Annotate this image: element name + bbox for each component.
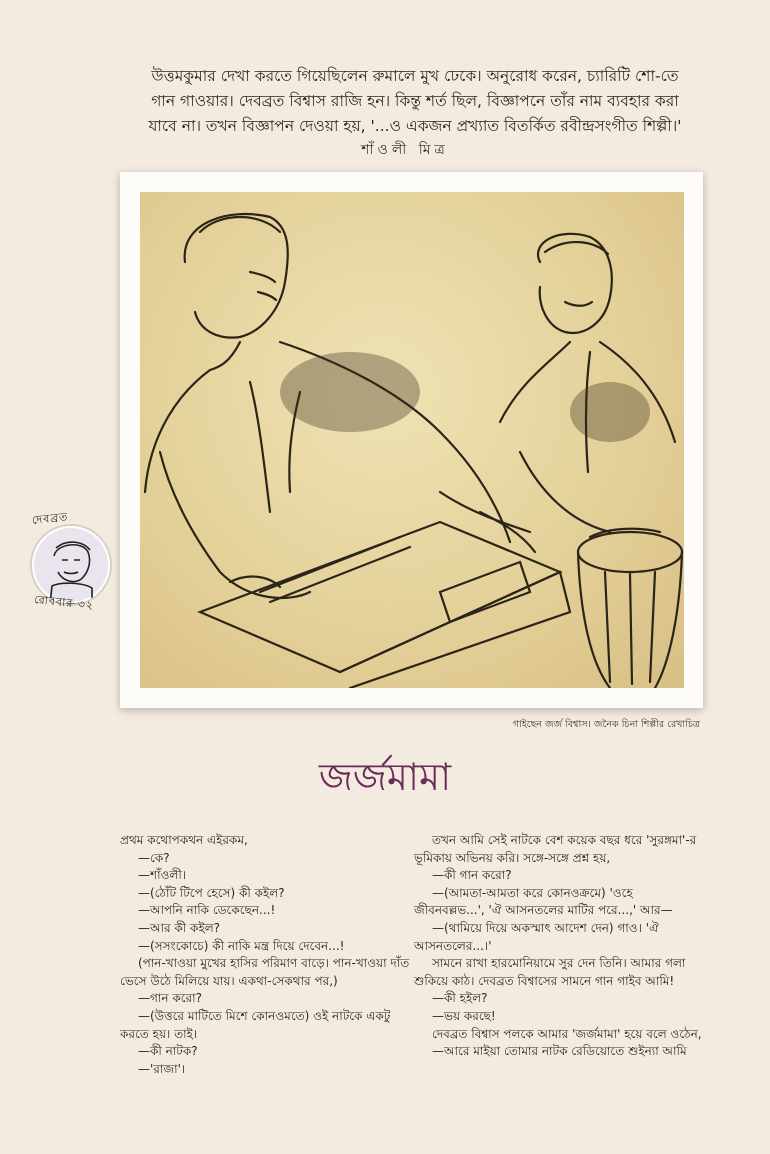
dialogue-line: —গান করো? — [138, 991, 202, 1006]
sketch-illustration — [140, 192, 684, 688]
dialogue-line: —'রাজা'। — [138, 1061, 186, 1076]
dialogue-line: সামনে রাখা হারমোনিয়ামে সুর দেন তিনি। আমার গলা শুকিয়ে কাঠ। দেবব্রত বিশ্বাসের সামনে গান গাইব আমি! — [414, 956, 686, 988]
intro-line: উত্তমকুমার দেখা করতে গিয়েছিলেন রুমালে মুখ ঢেকে। অনুরোধ করেন, চ্যারিটি শো-তে — [151, 67, 679, 85]
left-column — [120, 832, 410, 1078]
dialogue-line: দেবব্রত বিশ্বাস পলকে আমার 'জর্জমামা' হয়ে বলে ওঠেন, — [432, 1026, 702, 1041]
dialogue-line: —আপনি নাকি ডেকেছেন...! — [138, 903, 276, 918]
dialogue-line: —(আমতা-আমতা করে কোনওক্রমে) 'ওহে জীবনবল্লভ...', 'ঐ আসনতলের মাটির পরে...,' আর— — [414, 885, 673, 918]
photo-frame — [120, 172, 703, 708]
author-name: শাঁওলী মিত্র — [361, 142, 449, 158]
dialogue-line: প্রথম কথোপকথন এইরকম, — [120, 833, 248, 847]
dialogue-line: —(উত্তরে মাটিতে মিশে কোনওমতে) ওই নাটকে একটু করতে হয়। তাই। — [120, 1008, 391, 1041]
dialogue-line: —(সসংকোচে) কী নাকি মন্ত্র দিয়ে দেবেন...! — [138, 938, 345, 953]
dialogue-line: —কী হইল? — [432, 991, 488, 1006]
dialogue-line: —কী নাটক? — [138, 1044, 198, 1059]
dialogue-line: —ভয় করছে! — [432, 1008, 496, 1023]
intro-line: গান গাওয়ার। দেবব্রত বিশ্বাস রাজি হন। কিন্তু শর্ত ছিল, বিজ্ঞাপনে তাঁর নাম ব্যবহার করা — [151, 92, 679, 110]
right-column — [414, 832, 704, 1061]
badge-top-text: দেবব্রত — [31, 510, 69, 527]
dialogue-line: —কে? — [138, 850, 170, 865]
dialogue-line: —(ঠোঁট টিপে হেসে) কী কইল? — [138, 885, 285, 900]
photo-caption: গাইছেন জর্জ বিশ্বাস। জনৈক চিনা শিল্পীর রেখাচিত্র — [512, 719, 700, 730]
dialogue-line: —(থামিয়ে দিয়ে অকস্মাৎ আদেশ দেন) গাও। 'ঐ আসনতলের...।' — [414, 920, 659, 953]
intro-line: যাবে না। তখন বিজ্ঞাপন দেওয়া হয়, '...ও একজন প্রখ্যাত বিতর্কিত রবীন্দ্রসংগীত শিল্পী।' — [148, 117, 682, 135]
intro-quote — [120, 64, 710, 139]
section-badge — [26, 510, 114, 613]
dialogue-line: —আরে মাইয়া তোমার নাটক রেডিয়োতে শুইন্যা আমি — [432, 1044, 687, 1059]
dialogue-line: —কী গান করো? — [432, 868, 512, 883]
dialogue-line: (পান-খাওয়া মুখের হাসির পরিমাণ বাড়ে। পান-খাওয়া দাঁত ভেসে উঠে মিলিয়ে যায়। একথা-সেকথার পর,) — [120, 956, 410, 988]
article-title: জর্জমামা — [318, 755, 452, 799]
dialogue-line: —শাঁওলী। — [138, 868, 187, 883]
dialogue-line: —আর কী কইল? — [138, 920, 221, 935]
sketch-drawing — [140, 192, 684, 688]
dialogue-line: তখন আমি সেই নাটকে বেশ কয়েক বছর ধরে 'সুরঙ্গমা'-র ভূমিকায় অভিনয় করি। সঙ্গে-সঙ্গে প্রশ্ন হয়, — [414, 833, 697, 865]
badge-bottom-text: রোববার ৩২ — [33, 592, 95, 613]
